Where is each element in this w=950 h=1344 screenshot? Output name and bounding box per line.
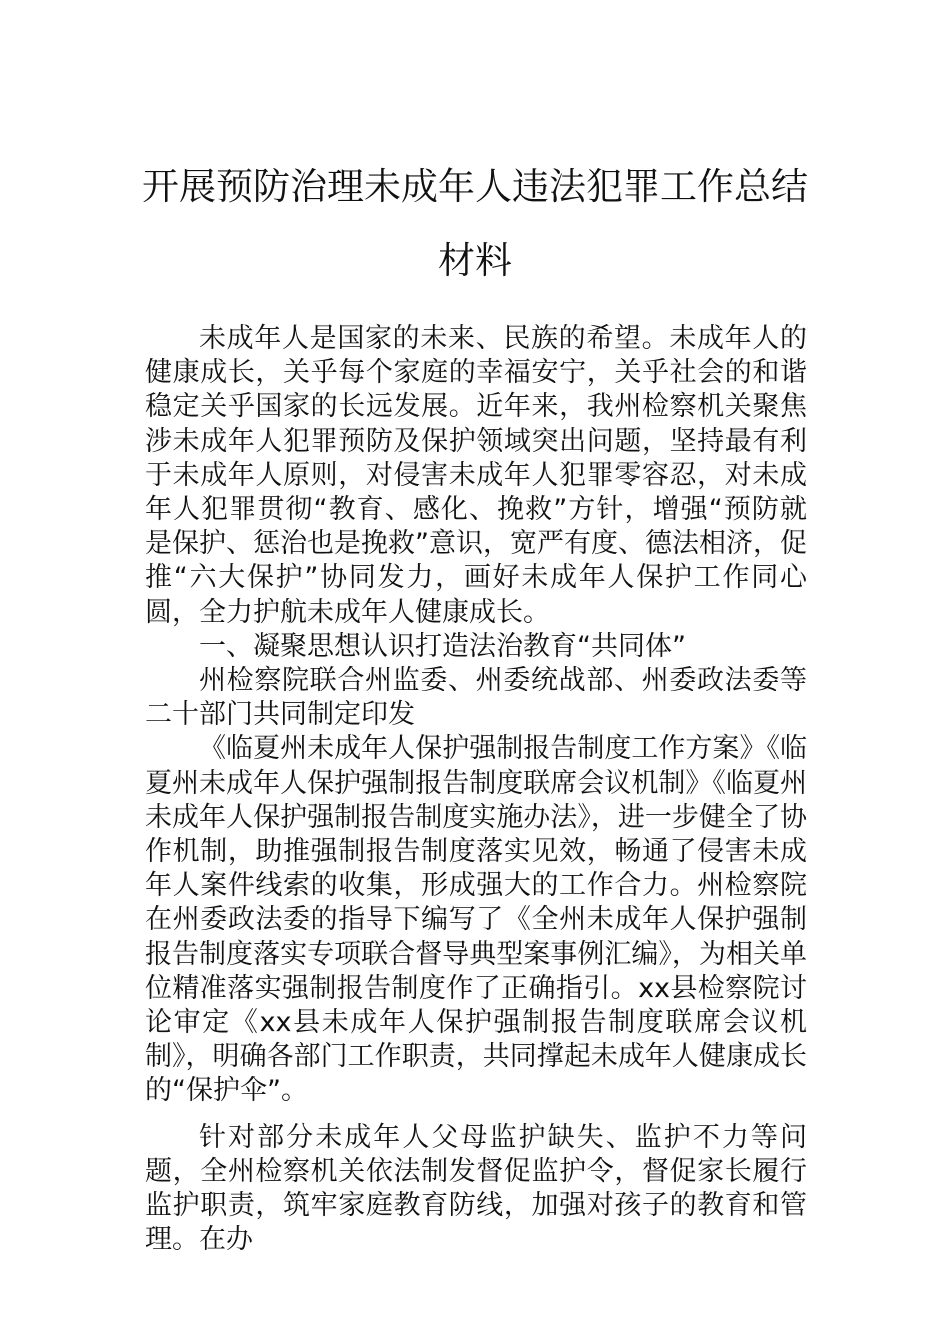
document-body	[145, 322, 807, 1257]
paragraph-intro: 未成年人是国家的未来、民族的希望。未成年人的健康成长，关乎每个家庭的幸福安宁，关乎社会的和谐稳定关乎国家的长远发展。近年来，我州检察机关聚焦涉未成年人犯罪预防及保护领域突出问题，坚持最有利于未成年人原则，对侵害未成年人犯罪零容忍，对未成年人犯罪贯彻“教育、感化、挽救”方针，增强“预防就是保护、惩治也是挽救”意识，宽严有度、德法相济，促推“六大保护”协同发力，画好未成年人保护工作同心圆，全力护航未成年人健康成长。	[145, 323, 807, 628]
paragraph-guardianship: 针对部分未成年人父母监护缺失、监护不力等问题，全州检察机关依法制发督促监护令，督促家长履行监护职责，筑牢家庭教育防线，加强对孩子的教育和管理。在办	[145, 1121, 807, 1256]
paragraph-joint-issuance: 州检察院联合州监委、州委统战部、州委政法委等二十部门共同制定印发	[145, 665, 807, 731]
paragraph-reporting-system: 《临夏州未成年人保护强制报告制度工作方案》《临夏州未成年人保护强制报告制度联席会议机制》《临夏州未成年人保护强制报告制度实施办法》，进一步健全了协作机制，助推强制报告制度落实见效，畅通了侵害未成年人案件线索的收集，形成强大的工作合力。州检察院在州委政法委的指导下编写了《全州未成年人保护强制报告制度落实专项联合督导典型案事例汇编》，为相关单位精准落实强制报告制度作了正确指引。xx县检察院讨论审定《xx县未成年人保护强制报告制度联席会议机制》，明确各部门工作职责，共同撑起未成年人健康成长的“保护伞”。	[145, 733, 807, 1107]
title-line-2: 材料	[438, 239, 512, 282]
document-title	[120, 150, 830, 298]
section-heading-1: 一、凝聚思想认识打造法治教育“共同体”	[199, 630, 686, 662]
title-line-1: 开展预防治理未成年人违法犯罪工作总结	[142, 165, 808, 208]
